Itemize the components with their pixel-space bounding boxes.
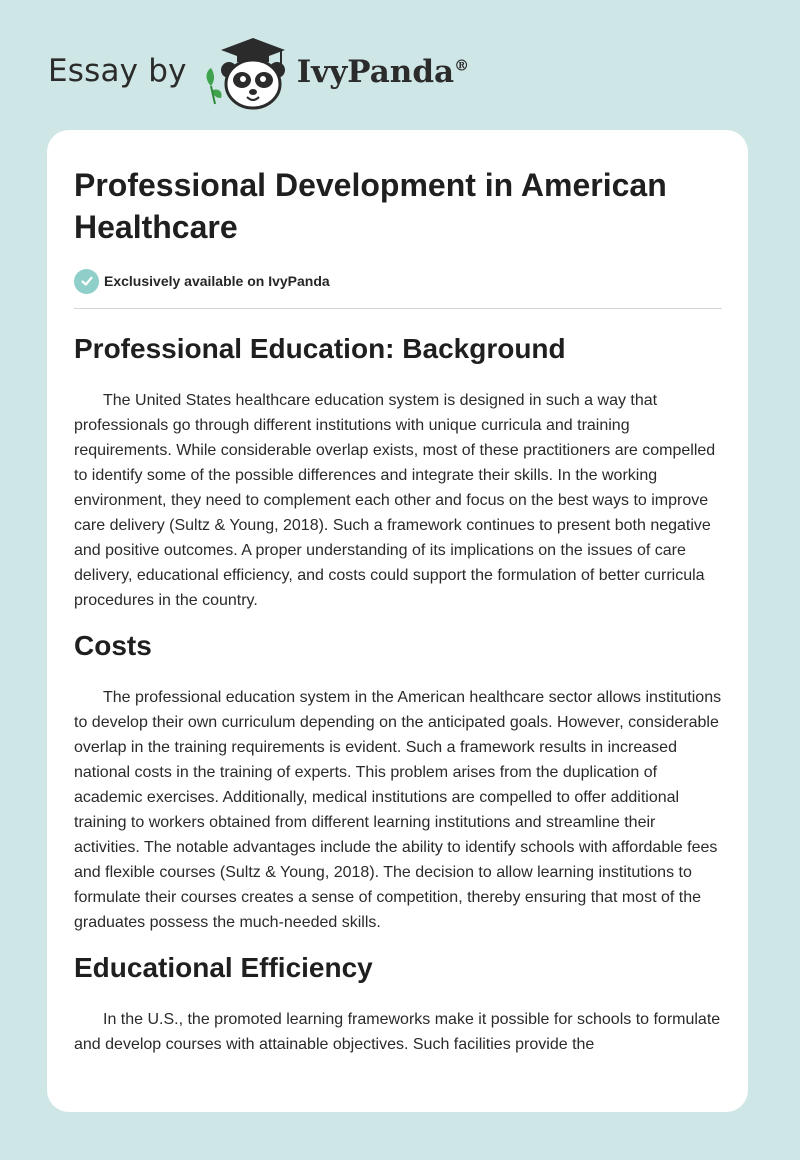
section-paragraph: The United States healthcare education system is designed in such a way that professionals go through different institutions with unique curricula and training requirements. While considerable overlap exists, most of these practitioners are compelled to identify some of the possible differences and integrate their skills. In the working environment, they need to complement each other and focus on the best ways to improve care delivery (Sultz & Young, 2018). Such a framework continues to present both negative and positive outcomes. A proper understanding of its implications on the issues of care delivery, educational efficiency, and costs could support the formulation of better curricula procedures in the country. [74,392,716,609]
divider [74,308,722,309]
section-paragraph: The professional education system in the American healthcare sector allows institutions to develop their own curriculum depending on the anticipated goals. However, considerable overlap in the training requirements is evident. Such a framework results in increased national costs in the training of experts. This problem arises from the duplication of academic exercises. Additionally, medical institutions are compelled to offer additional training to workers obtained from different learning institutions and streamline their activities. The notable advantages include the ability to identify schools with affordable fees and flexible courses (Sultz & Young, 2018). The decision to allow learning institutions to formulate their courses creates a sense of competition, thereby ensuring that most of the graduates possess the much-needed skills. [74,689,722,931]
brand-prefix: Essay by [48,53,187,89]
essay-card [47,130,748,1112]
section-costs [74,628,722,935]
panda-logo-icon [201,34,293,114]
brand-name: IvyPanda® [296,54,470,90]
section-background [74,331,722,613]
registered-mark: ® [454,56,470,75]
brand-header[interactable] [48,34,469,114]
section-paragraph: In the U.S., the promoted learning frameworks make it possible for schools to formulate and develop courses with attainable objectives. Such facilities provide the [74,1011,721,1053]
essay-title: Professional Development in American Healthcare [74,167,667,245]
section-heading: Professional Education: Background [74,333,566,364]
check-icon [74,269,99,294]
section-educational-efficiency [74,950,722,1057]
exclusive-label: Exclusively available on IvyPanda [104,273,330,289]
section-heading: Costs [74,630,152,661]
exclusive-badge [74,268,722,294]
section-heading: Educational Efficiency [74,952,373,983]
